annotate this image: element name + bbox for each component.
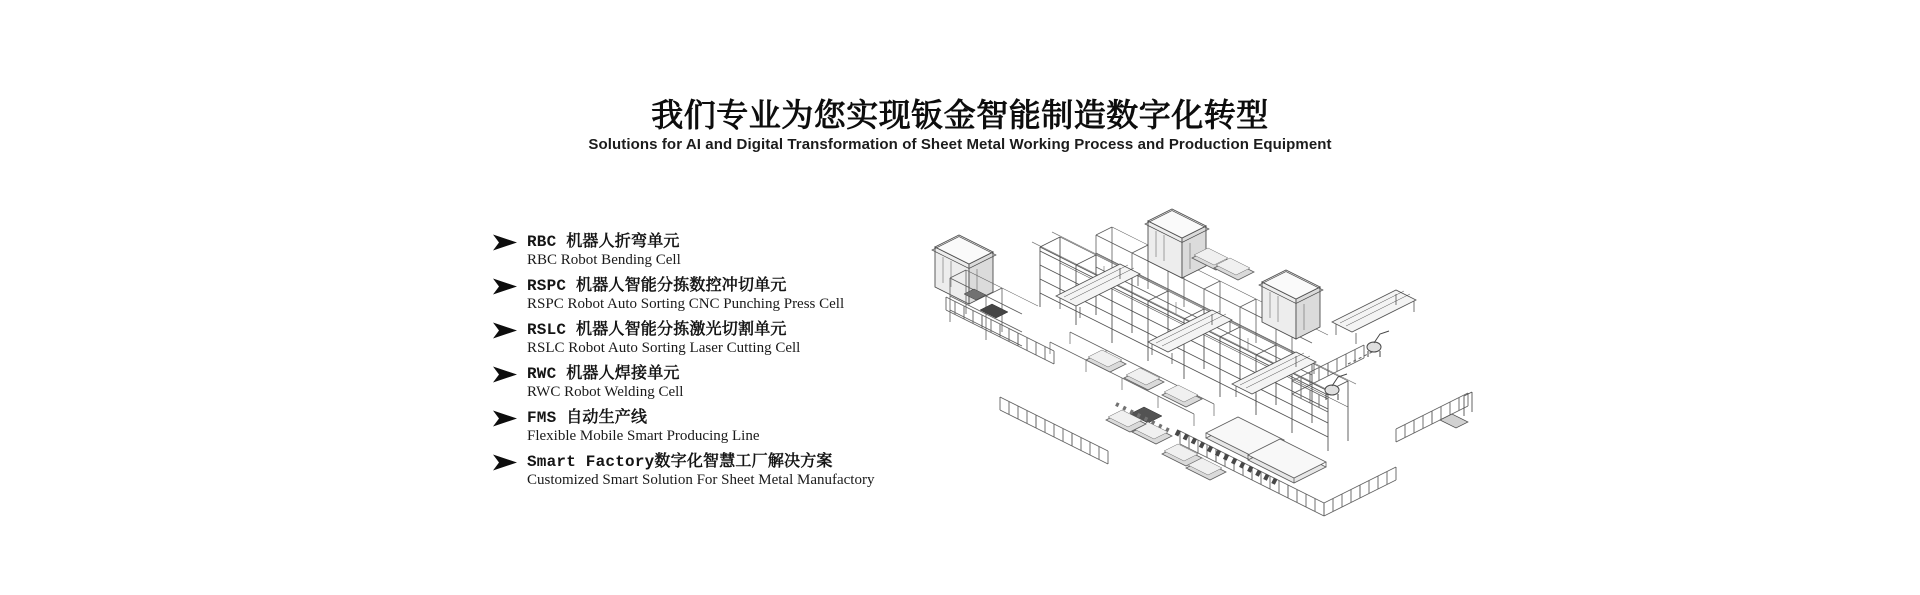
product-name-en: RSLC Robot Auto Sorting Laser Cutting Cell	[527, 340, 801, 356]
arrowhead-bullet-icon	[492, 322, 518, 339]
product-name-zh: RSPC 机器人智能分拣数控冲切单元	[527, 277, 787, 295]
arrowhead-bullet-icon	[492, 234, 518, 251]
arrowhead-bullet-icon	[492, 278, 518, 295]
product-name-en: Customized Smart Solution For Sheet Metal Manufactory	[527, 472, 875, 488]
product-item-rspc	[492, 277, 932, 313]
product-name-en: RSPC Robot Auto Sorting CNC Punching Press Cell	[527, 296, 845, 312]
factory-production-line-illustration	[880, 192, 1480, 532]
product-item-rwc	[492, 365, 932, 401]
page-subtitle: Solutions for AI and Digital Transformation of Sheet Metal Working Process and Production Equipment	[588, 136, 1332, 153]
arrowhead-bullet-icon	[492, 366, 518, 383]
product-name-zh: FMS 自动生产线	[527, 409, 648, 427]
product-name-zh: RBC 机器人折弯单元	[527, 233, 680, 251]
arrowhead-bullet-icon	[492, 410, 518, 427]
arrowhead-bullet-icon	[492, 454, 518, 471]
product-item-rbc	[492, 233, 932, 269]
product-item-rslc	[492, 321, 932, 357]
product-item-smart-factory	[492, 453, 932, 489]
product-list	[492, 233, 932, 497]
product-name-en: RBC Robot Bending Cell	[527, 252, 681, 268]
product-name-en: RWC Robot Welding Cell	[527, 384, 684, 400]
product-name-zh: RWC 机器人焊接单元	[527, 365, 680, 383]
product-name-en: Flexible Mobile Smart Producing Line	[527, 428, 760, 444]
page-title: 我们专业为您实现钣金智能制造数字化转型	[651, 97, 1269, 133]
product-name-zh: Smart Factory数字化智慧工厂解决方案	[527, 453, 833, 471]
product-item-fms	[492, 409, 932, 445]
product-name-zh: RSLC 机器人智能分拣激光切割单元	[527, 321, 787, 339]
